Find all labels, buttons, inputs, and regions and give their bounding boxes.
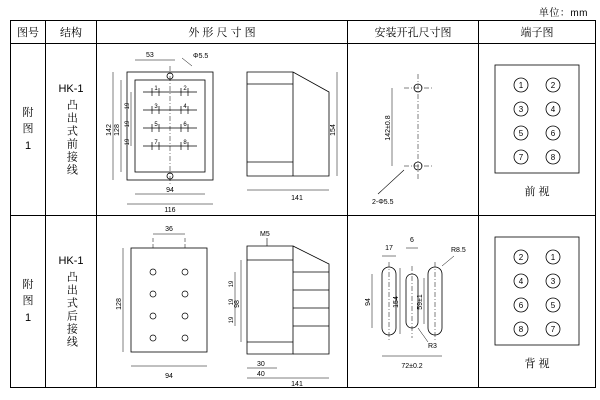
- term-num-2: 2: [550, 80, 556, 90]
- row1-structure: [46, 44, 97, 216]
- row1-no-line2: 图: [22, 123, 34, 136]
- mount2-dim-17: 17: [385, 245, 393, 252]
- dim-141: 141: [291, 195, 303, 202]
- terminal-7: 7: [154, 140, 158, 146]
- row2-terminal-caption: 背 视: [524, 357, 550, 370]
- row2-struct-label: 凸出式后接线: [65, 270, 78, 349]
- header-col-struct: 结构: [46, 21, 97, 44]
- dimension-table: [10, 20, 596, 388]
- dim-19-b: 19: [125, 120, 131, 128]
- mount2-dim-R85: R8.5: [451, 247, 466, 254]
- term-num-4: 4: [550, 104, 556, 114]
- dim2-19-a: 19: [229, 280, 235, 288]
- term2-num-8: 7: [550, 324, 556, 334]
- term2-num-6: 5: [550, 300, 556, 310]
- term2-num-5: 6: [518, 300, 524, 310]
- terminal-4: 4: [183, 104, 187, 110]
- dim2-19-c: 19: [229, 316, 235, 324]
- row2-figure-no: [11, 216, 46, 388]
- term2-num-3: 4: [518, 276, 524, 286]
- table-header: [11, 21, 596, 44]
- dim-19-c: 19: [125, 138, 131, 146]
- row2-terminal-view: [479, 216, 596, 388]
- row2-no-line2: 图: [22, 295, 34, 308]
- row2-mount-svg: [348, 216, 476, 386]
- term2-num-4: 3: [550, 276, 556, 286]
- row1-struct-label: 凸出式前接线: [65, 98, 78, 177]
- mount2-dim-72: 72±0.2: [401, 363, 423, 370]
- table-row: [11, 216, 596, 388]
- row2-outline-svg: [97, 216, 345, 386]
- terminal-2: 2: [183, 86, 187, 92]
- terminal-6: 6: [183, 122, 187, 128]
- row2-no-line1: 附: [22, 278, 34, 291]
- row2-structure: [46, 216, 97, 388]
- row1-mount-svg: [348, 44, 476, 214]
- row1-no-line1: 附: [22, 106, 34, 119]
- row1-terminal-svg: [489, 61, 585, 177]
- dim-154: 154: [330, 124, 337, 136]
- row2-terminal-svg: [489, 233, 585, 349]
- header-col-no: 图号: [11, 21, 46, 44]
- header-col-terminal: 端子图: [479, 21, 596, 44]
- dim-M5: M5: [260, 231, 270, 238]
- table-row: [11, 44, 596, 216]
- row1-outline-drawing: [97, 44, 348, 216]
- dim2-19-b: 19: [229, 298, 235, 306]
- row1-terminal-view: [479, 44, 596, 216]
- row2-no-line3: 1: [24, 311, 32, 324]
- term-num-1: 1: [518, 80, 524, 90]
- row2-mount-drawing: [348, 216, 479, 388]
- dim-19-a: 19: [125, 102, 131, 110]
- row1-terminal-caption: 前 视: [524, 185, 550, 198]
- dim-30: 30: [257, 361, 265, 368]
- dim-40: 40: [257, 371, 265, 378]
- mount2-dim-R3: R3: [428, 343, 437, 350]
- terminal-3: 3: [154, 104, 158, 110]
- mount-dim-holes: 2-Φ5.5: [372, 199, 394, 206]
- row1-outline-svg: [97, 44, 345, 214]
- mount2-dim-59: 59±1: [417, 294, 424, 310]
- mount2-dim-94: 94: [365, 298, 372, 306]
- unit-note: 单位：mm: [538, 8, 588, 19]
- header-col-mount: 安装开孔尺寸图: [348, 21, 479, 44]
- mount-dim-142: 142±0.8: [385, 115, 392, 141]
- term2-num-2: 1: [550, 252, 556, 262]
- term-num-6: 6: [550, 128, 556, 138]
- row1-model: HK-1: [58, 82, 84, 95]
- mount2-dim-154: 154: [393, 296, 400, 308]
- terminal-1: 1: [154, 86, 158, 92]
- dim-98: 98: [234, 300, 241, 308]
- table-body: [11, 44, 596, 388]
- dim-128: 128: [116, 298, 123, 310]
- term2-num-7: 8: [518, 324, 524, 334]
- term-num-5: 5: [518, 128, 524, 138]
- dim-94: 94: [166, 187, 174, 194]
- header-row: [11, 21, 596, 44]
- terminal-8: 8: [183, 140, 187, 146]
- dim-128: 128: [114, 124, 121, 136]
- dim-phi55: Φ5.5: [193, 53, 209, 60]
- row1-no-line3: 1: [24, 139, 32, 152]
- dim-94: 94: [165, 373, 173, 380]
- row1-figure-no: [11, 44, 46, 216]
- term-num-8: 8: [550, 152, 556, 162]
- dim-53: 53: [146, 52, 154, 59]
- dim-142: 142: [106, 124, 113, 136]
- terminal-5: 5: [154, 122, 158, 128]
- mount2-dim-6: 6: [410, 237, 414, 244]
- row2-model: HK-1: [58, 254, 84, 267]
- row2-outline-drawing: [97, 216, 348, 388]
- term2-num-1: 2: [518, 252, 524, 262]
- term-num-3: 3: [518, 104, 524, 114]
- term-num-7: 7: [518, 152, 524, 162]
- header-col-outline: 外 形 尺 寸 图: [97, 21, 348, 44]
- dim-116: 116: [164, 207, 176, 214]
- dim-36: 36: [165, 226, 173, 233]
- row1-mount-drawing: [348, 44, 479, 216]
- dim2-141: 141: [291, 381, 303, 386]
